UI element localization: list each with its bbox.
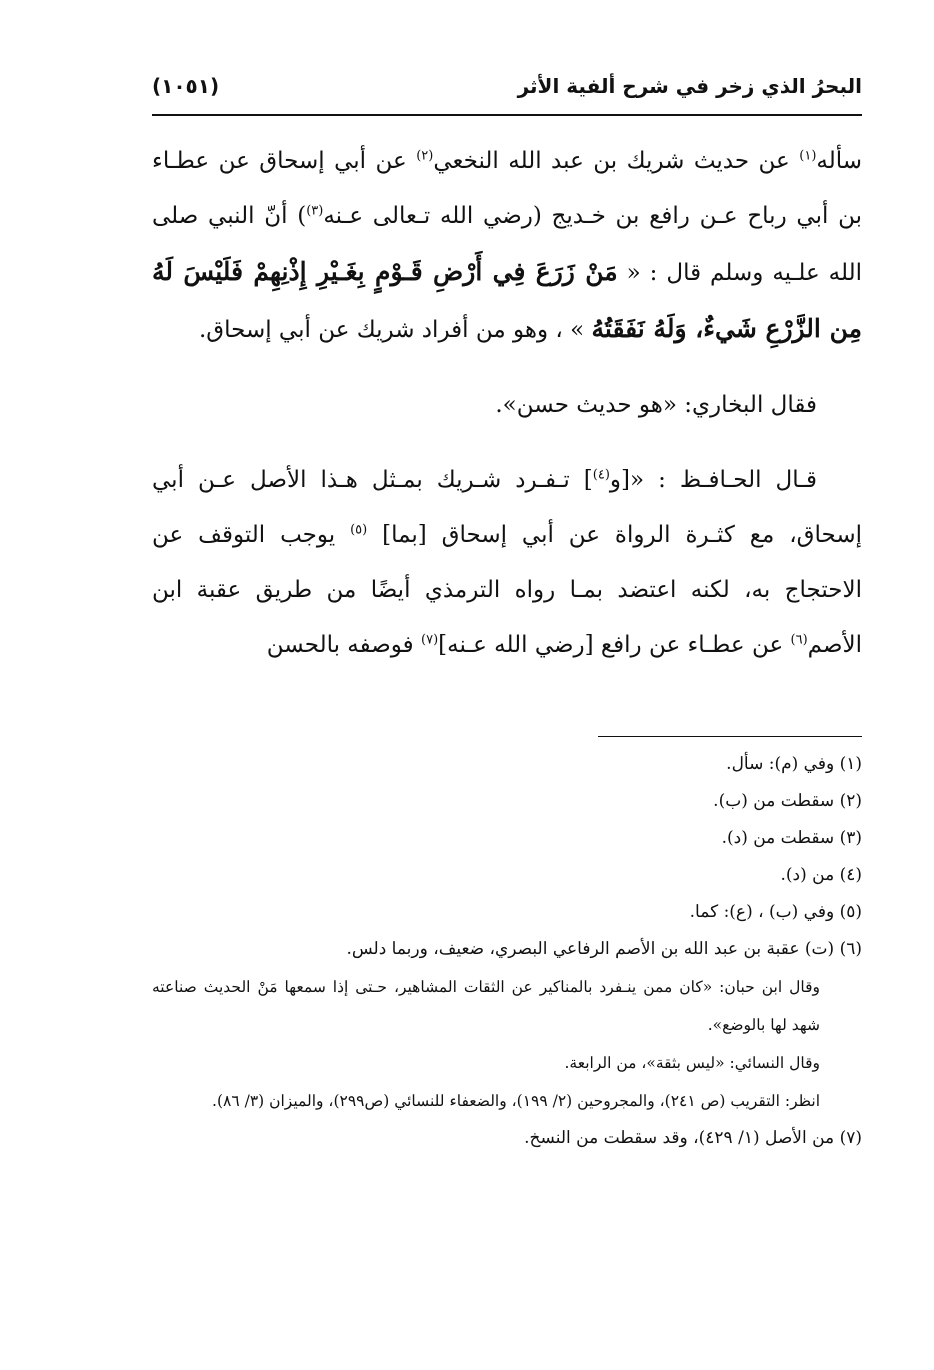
footnote-ref-5: (٥): [350, 522, 368, 538]
p3-text-1: قـال الحـافـظ : «[و: [609, 467, 817, 493]
p1-text-4: ) أنّ النبي صلى الله علـيه وسلم قال : «: [152, 203, 862, 286]
p3-text-2: ] تـفـرد شـريك بمـثل هـذا الأصل عـن أبي إسحاق، مع كثـرة الرواة عن أبي إسحاق [بما]: [152, 467, 862, 548]
paragraph-1: [152, 134, 862, 358]
p3-text-3: يوجب التوقف عن الاحتجاج به، لكنه اعتضد بمـا رواه الترمذي أيضًا من طريق عقبة ابن الأصم: [152, 522, 862, 658]
p1-text-2: عن حديث شريك بن عبد الله النخعي: [433, 148, 800, 174]
footnote-ref-1: (١): [799, 148, 817, 164]
footnote-4: (٤) من (د).: [780, 865, 862, 885]
footnote-ref-6: (٦): [790, 632, 808, 648]
footnote-6-ibn-hibban: وقال ابن حبان: «كان ممن ينـفرد بالمناكير عن الثقات المشاهير، حـتى إذا سمعها مَنْ الحديث صناعته شهد لها بالوضع».: [152, 978, 820, 1034]
footnote-6: (٦) (ت) عقبة بن عبد الله بن الأصم الرفاعي البصري، ضعيف، وربما دلس.: [346, 939, 862, 959]
footnote-3: (٣) سقطت من (د).: [721, 828, 862, 848]
book-title: البحرُ الذي زخر في شرح ألفية الأثر: [517, 74, 862, 98]
footnote-7: (٧) من الأصل (١/ ٤٢٩)، وقد سقطت من النسخ.: [524, 1128, 862, 1148]
footnote-ref-3: (٣): [306, 203, 324, 219]
p3-text-5: فوصفه بالحسن: [266, 632, 421, 658]
p1-text-1: سأله: [816, 148, 863, 174]
footnote-6-nasai: وقال النسائي: «ليس بثقة»، من الرابعة.: [564, 1054, 820, 1072]
p3-text-4: عن عطـاء عن رافع [رضي الله عـنه]: [438, 632, 791, 658]
footnote-divider: [598, 736, 862, 737]
footnote-ref-4: (٤): [592, 467, 610, 483]
footnote-1: (١) وفي (م): سأل.: [726, 754, 862, 774]
paragraph-3: [152, 453, 862, 673]
paragraph-2: فقال البخاري: «هو حديث حسن».: [495, 392, 817, 418]
main-text: [152, 134, 862, 693]
p1-text-5: » ، وهو من أفراد شريك عن أبي إسحاق.: [198, 317, 592, 343]
hadith-text: مَنْ زَرَعَ فِي أَرْضِ قَـوْمٍ بِغَـيْرِ إِذْنِهِمْ فَلَيْسَ لَهُ مِن الزَّرْعِ شَيءٌ، وَلَهُ نَفَقَتُهُ: [152, 257, 862, 343]
p1-text-3: عن أبي إسحاق عن عطـاء بن أبي رباح عـن رافع بن خـديج (رضي الله تـعالى عـنه: [152, 148, 863, 229]
footnote-6-references: انظر: التقريب (ص ٢٤١)، والمجروحين (٢/ ١٩٩)، والضعفاء للنسائي (ص٢٩٩)، والميزان (٣/ ٨٦).: [212, 1092, 820, 1110]
footnote-ref-2: (٢): [416, 148, 434, 164]
footnote-2: (٢) سقطت من (ب).: [713, 791, 862, 811]
page-number: (١٠٥١): [152, 74, 220, 98]
footnotes-section: [152, 746, 862, 1157]
footnote-5: (٥) وفي (ب) ، (ع): كما.: [689, 902, 862, 922]
footnote-ref-7: (٧): [421, 632, 439, 648]
running-header: [152, 70, 862, 110]
header-divider: [152, 114, 862, 116]
